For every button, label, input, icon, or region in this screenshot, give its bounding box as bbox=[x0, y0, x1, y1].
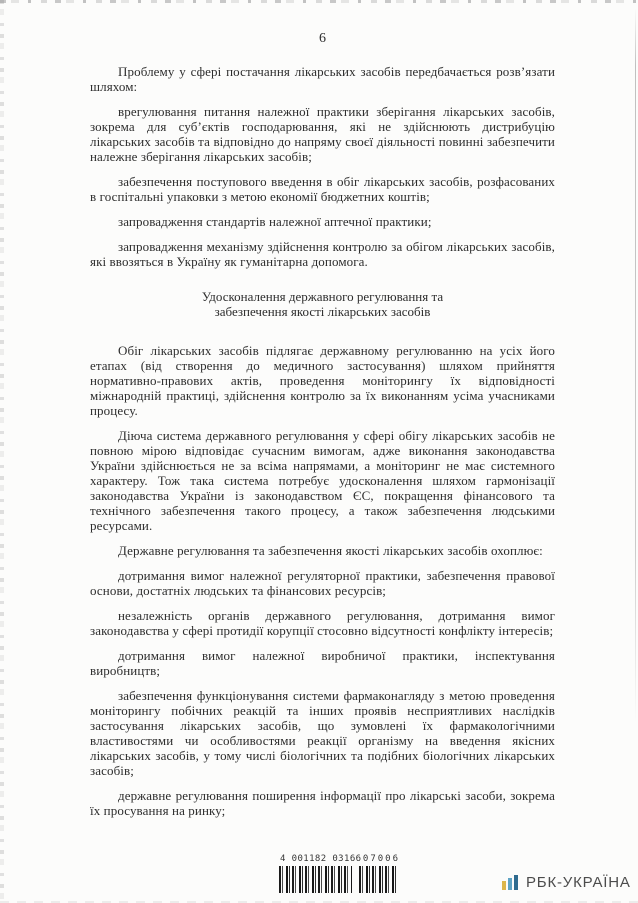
scan-noise-left-edge bbox=[0, 0, 4, 903]
barcode-number-supplement: 07006 bbox=[362, 854, 400, 864]
paragraph-independence-bodies: незалежність органів державного регулювання, дотримання вимог законодавства у сфері протидії корупції стосовно відсутності конфлікту інтересів; bbox=[90, 608, 555, 638]
barcode bbox=[279, 854, 401, 893]
paragraph-storage-regulation: врегулювання питання належної практики зберігання лікарських засобів, зокрема для суб’єктів господарювання, які не здійснюють дистрибуцію лікарських засобів та відповідно до напряму своєї діяльності повинні забезпечити належне зберігання лікарських засобів; bbox=[90, 104, 555, 164]
barcode-bars bbox=[279, 866, 401, 893]
scan-noise-top-edge bbox=[0, 0, 638, 3]
paragraph-pharmacy-standards: запровадження стандартів належної аптечної практики; bbox=[118, 214, 432, 229]
bar-chart-icon bbox=[502, 875, 519, 890]
paragraph-pharmacovigilance: забезпечення функціонування системи фармаконагляду з метою проведення моніторингу побічних реакцій та інших проявів несприятливих наслідків застосування лікарських засобів, що зумовлені їх фармакологічними властивостями чи особливостями реакції організму на введення якісних лікарських засобів, у тому числі біологічних та подібних біологічних лікарських засобів; bbox=[90, 688, 555, 778]
watermark-text: РБК-УКРАЇНА bbox=[526, 874, 631, 891]
section-heading-line1: Удосконалення державного регулювання та bbox=[201, 289, 444, 304]
paragraph-circulation-regulation: Обіг лікарських засобів підлягає державному регулюванню на усіх його етапах (від створення до медичного застосування) шляхом прийняття нормативно-правових актів, проведення моніторингу їх відповідності міжнародній практиці, здійснення контролю за їх виконанням усіма учасниками процесу. bbox=[90, 343, 555, 418]
section-heading bbox=[90, 289, 555, 319]
barcode-number-main: 4 001182 03166 bbox=[280, 854, 362, 864]
page-number: 6 bbox=[319, 31, 326, 46]
paragraph-problem-intro: Проблему у сфері постачання лікарських засобів передбачається розв’язати шляхом: bbox=[90, 64, 555, 94]
paragraph-regulation-covers: Державне регулювання та забезпечення якості лікарських засобів охоплює: bbox=[118, 543, 543, 558]
paragraph-manufacturing-practice: дотримання вимог належної виробничої практики, інспектування виробництв; bbox=[90, 648, 555, 678]
paragraph-information-distribution: державне регулювання поширення інформації про лікарські засоби, зокрема їх просування на ринку; bbox=[90, 788, 555, 818]
barcode-bars-main bbox=[279, 866, 352, 893]
section-heading-line2: забезпечення якості лікарських засобів bbox=[214, 304, 431, 319]
rbc-ukraine-watermark bbox=[502, 874, 631, 891]
paragraph-hospital-packaging: забезпечення поступового введення в обіг лікарських засобів, розфасованих в госпітальні упаковки з метою економії бюджетних коштів; bbox=[90, 174, 555, 204]
barcode-numbers bbox=[279, 854, 401, 864]
barcode-bars-supplement bbox=[359, 866, 397, 893]
document-body bbox=[90, 64, 555, 828]
paragraph-humanitarian-control: запровадження механізму здійснення контролю за обігом лікарських засобів, які ввозяться в Україну як гуманітарна допомога. bbox=[90, 239, 555, 269]
paragraph-current-system: Діюча система державного регулювання у сфері обігу лікарських засобів не повною мірою відповідає сучасним вимогам, адже виконання законодавства України здійснюється не за всіма напрямами, а моніторинг не має системного характеру. Тож така система потребує удосконалення шляхом гармонізації законодавства України із законодавством ЄС, покращення фінансового та технічного забезпечення такого процесу, а також забезпечення людськими ресурсами. bbox=[90, 428, 555, 533]
scan-line-right-edge bbox=[635, 8, 636, 723]
paragraph-regulatory-practice: дотримання вимог належної регуляторної практики, забезпечення правової основи, достатніх людських та фінансових ресурсів; bbox=[90, 568, 555, 598]
